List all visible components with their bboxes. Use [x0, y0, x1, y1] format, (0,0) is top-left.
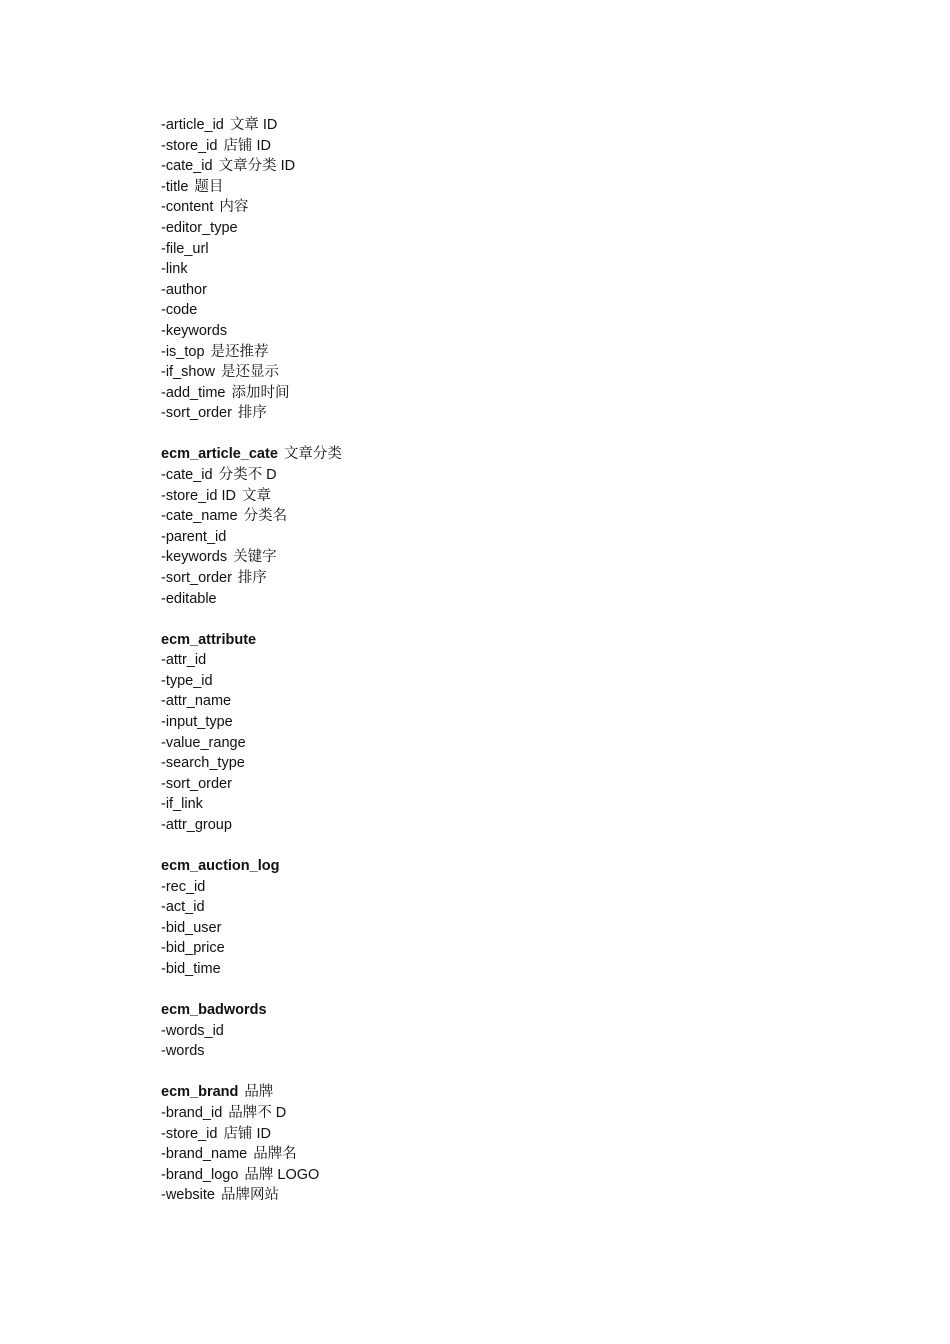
field-name: -author — [161, 281, 207, 298]
field-name: -editable — [161, 590, 217, 607]
field-description: 文章分类 ID — [218, 158, 296, 175]
table-description: 品牌 — [244, 1084, 274, 1101]
field-name: -title — [161, 178, 189, 195]
field-description: 品牌名 — [253, 1146, 297, 1163]
field-line — [161, 938, 861, 959]
field-description: 品牌 LOGO — [244, 1166, 320, 1183]
field-line — [161, 1165, 861, 1186]
table-heading — [161, 1082, 861, 1103]
field-description: 是还推荐 — [210, 343, 269, 360]
field-description: 添加时间 — [231, 384, 290, 401]
field-line — [161, 733, 861, 754]
table-name: ecm_brand — [161, 1084, 239, 1101]
field-line — [161, 547, 861, 568]
table-name: ecm_auction_log — [161, 858, 280, 875]
field-name: -if_show — [161, 364, 215, 381]
field-line — [161, 753, 861, 774]
field-line — [161, 959, 861, 980]
field-line — [161, 486, 861, 507]
field-description: 品牌网站 — [221, 1187, 279, 1204]
field-line — [161, 115, 861, 136]
field-line — [161, 1021, 861, 1042]
field-line — [161, 815, 861, 836]
table-section — [161, 1082, 861, 1206]
field-description: 题目 — [194, 178, 224, 195]
field-name: -is_top — [161, 343, 205, 360]
field-description: 品牌不 D — [228, 1105, 287, 1122]
field-name: -website — [161, 1187, 215, 1204]
field-line — [161, 321, 861, 342]
field-name: -article_id — [161, 117, 224, 133]
field-name: -brand_name — [161, 1146, 248, 1163]
field-description: 分类名 — [243, 508, 288, 525]
field-name: -bid_time — [161, 961, 221, 978]
field-name: -words_id — [161, 1022, 224, 1039]
field-line — [161, 1185, 861, 1206]
field-name: -cate_id — [161, 467, 213, 483]
field-name: -cate_id — [161, 158, 213, 175]
table-name: ecm_attribute — [161, 631, 257, 648]
table-name: ecm_article_cate — [161, 446, 278, 463]
field-line — [161, 197, 861, 218]
field-line — [161, 239, 861, 260]
field-line — [161, 506, 861, 527]
field-line — [161, 136, 861, 157]
table-heading — [161, 630, 861, 651]
field-description: 排序 — [237, 569, 267, 586]
field-description: 文章 ID — [229, 117, 278, 133]
field-line — [161, 218, 861, 239]
field-name: -parent_id — [161, 528, 227, 545]
field-name: -attr_id — [161, 652, 207, 669]
field-line — [161, 527, 861, 548]
field-description: 店铺 ID — [223, 137, 271, 154]
field-name: -code — [161, 302, 198, 319]
field-line — [161, 691, 861, 712]
field-name: -keywords — [161, 322, 228, 339]
table-section — [161, 115, 861, 424]
field-name: -cate_name — [161, 508, 238, 525]
field-description: 文章 — [241, 487, 271, 504]
field-description: 店铺 ID — [223, 1125, 271, 1142]
field-name: -file_url — [161, 240, 209, 257]
field-name: -attr_group — [161, 817, 232, 833]
table-heading — [161, 444, 861, 465]
field-line — [161, 1144, 861, 1165]
field-line — [161, 774, 861, 795]
field-name: -act_id — [161, 899, 205, 916]
field-line — [161, 1041, 861, 1062]
table-section — [161, 856, 861, 980]
field-line — [161, 1103, 861, 1124]
field-line — [161, 650, 861, 671]
table-description: 文章分类 — [283, 446, 342, 463]
field-line — [161, 465, 861, 486]
table-heading — [161, 856, 861, 877]
field-name: -content — [161, 199, 214, 216]
field-name: -add_time — [161, 384, 226, 401]
field-name: -input_type — [161, 714, 233, 731]
field-line — [161, 280, 861, 301]
field-line — [161, 794, 861, 815]
table-heading — [161, 1000, 861, 1021]
field-name: -brand_logo — [161, 1166, 239, 1183]
field-line — [161, 671, 861, 692]
field-line — [161, 259, 861, 280]
field-line — [161, 897, 861, 918]
field-line — [161, 918, 861, 939]
field-name: -sort_order — [161, 775, 232, 792]
field-description: 分类不 D — [218, 467, 277, 483]
field-name: -rec_id — [161, 878, 206, 895]
table-section — [161, 1000, 861, 1062]
field-name: -words — [161, 1043, 205, 1060]
field-description: 内容 — [219, 199, 249, 216]
field-name: -search_type — [161, 755, 245, 772]
field-line — [161, 156, 861, 177]
field-name: -bid_user — [161, 919, 222, 936]
document-content — [161, 115, 861, 1227]
field-name: -type_id — [161, 672, 213, 689]
field-name: -value_range — [161, 734, 246, 751]
field-name: -store_id — [161, 1125, 218, 1142]
field-description: 排序 — [237, 405, 267, 422]
field-name: -brand_id — [161, 1105, 223, 1122]
field-line — [161, 362, 861, 383]
field-line — [161, 300, 861, 321]
field-description: 是还显示 — [221, 364, 279, 381]
field-name: -store_id ID — [161, 487, 236, 504]
field-line — [161, 1124, 861, 1145]
field-name: -bid_price — [161, 940, 225, 957]
table-section — [161, 444, 861, 609]
field-line — [161, 342, 861, 363]
field-name: -sort_order — [161, 405, 232, 422]
field-line — [161, 877, 861, 898]
field-description: 关键字 — [233, 549, 277, 566]
field-line — [161, 383, 861, 404]
field-line — [161, 712, 861, 733]
table-section — [161, 630, 861, 836]
table-name: ecm_badwords — [161, 1002, 267, 1019]
field-line — [161, 403, 861, 424]
field-name: -editor_type — [161, 219, 238, 236]
field-name: -store_id — [161, 137, 218, 154]
field-line — [161, 177, 861, 198]
field-line — [161, 568, 861, 589]
field-name: -sort_order — [161, 569, 232, 586]
field-line — [161, 589, 861, 610]
field-name: -if_link — [161, 796, 203, 813]
field-name: -link — [161, 261, 188, 278]
field-name: -keywords — [161, 549, 228, 566]
field-name: -attr_name — [161, 693, 232, 710]
